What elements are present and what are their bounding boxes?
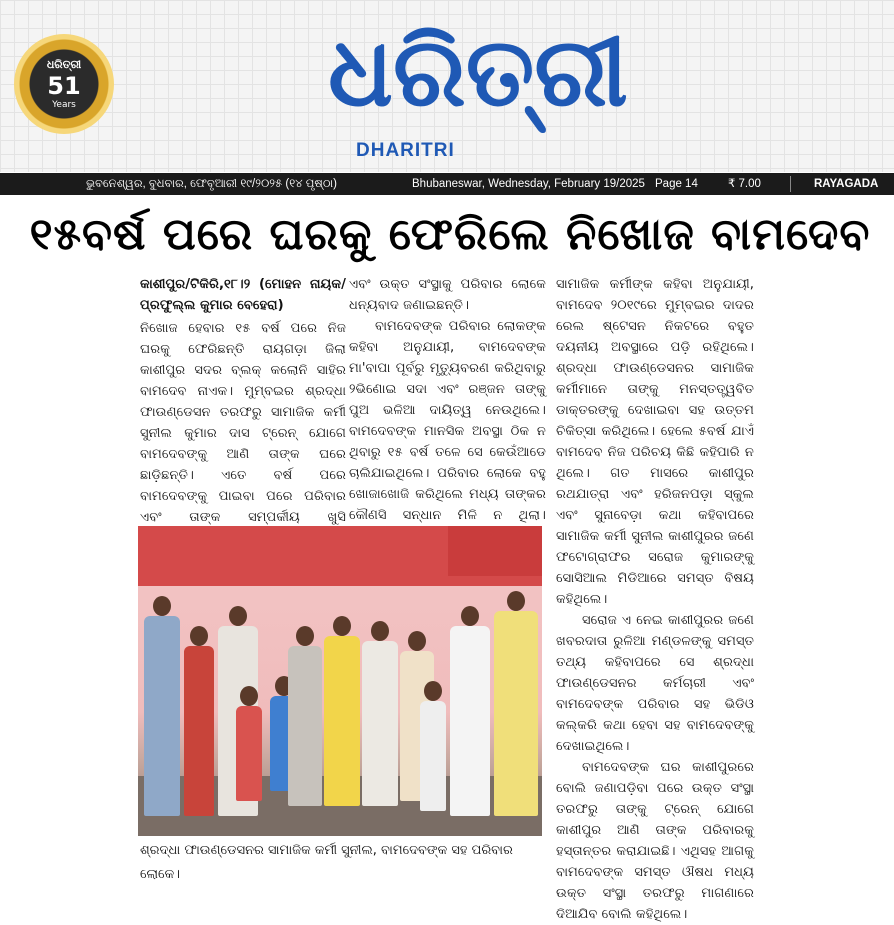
byline: କାଶୀପୁର/ଟିକିରି,୧୮।୨ (ମୋହନ ନାୟକ/ପ୍ରଫୁଲ୍ଲ କୁମାର ବେହେରା) <box>140 277 346 313</box>
anniversary-badge <box>14 34 114 134</box>
child <box>420 701 446 811</box>
badge-years: Years <box>52 100 76 110</box>
odia-date: ଭୁବନେଶ୍ୱର, ବୁଧବାର, ଫେବୃଆରୀ ୧୯/୨୦୨୫ (୧୪ ପୃଷ୍ଠା) <box>86 178 337 190</box>
person-head <box>229 606 247 626</box>
price: ₹ 7.00 <box>728 178 761 190</box>
person <box>324 636 360 806</box>
badge-brand: ଧରିତ୍ରୀ <box>46 58 82 71</box>
person-head <box>424 681 442 701</box>
person-head <box>408 631 426 651</box>
badge-number: 51 <box>47 72 81 100</box>
logo-english: DHARITRI <box>356 140 455 161</box>
news-photo <box>138 526 542 836</box>
person-head <box>333 616 351 636</box>
paragraph: ନିଖୋଜ ହେବାର ୧୫ ବର୍ଷ ପରେ ନିଜ ଘରକୁ ଫେରିଛନ୍ତି ରାୟଗଡ଼ା ଜିଲା କାଶୀପୁର ସଦର ବ୍ଲକ୍ କଲୋନି ସାହିର ବାମଦେବ ନାଏକ। ମୁମ୍ବଇର ଶ୍ରଦ୍ଧା ଫାଉଣ୍ଡେସନ ତରଫରୁ ସାମାଜିକ କର୍ମୀ ସୁନୀଲ କୁମାର ଦାସ ଟ୍ରେନ୍ ଯୋଗେ ବାମଦେବଙ୍କୁ ଆଣି ତାଙ୍କ ଘରେ ଛାଡ଼ିଛନ୍ତି। ଏତେ ବର୍ଷ ପରେ ବାମଦେବଙ୍କୁ ପାଇବା ପରେ ପରିବାର ଏବଂ ତାଙ୍କ ସମ୍ପର୍କୀୟ ଖୁସି <box>140 321 346 525</box>
paragraph: ସାମାଜିକ କର୍ମୀଙ୍କ କହିବା ଅନୁଯାୟୀ, ବାମଦେବ ୨୦୧୯ରେ ମୁମ୍ବଇର ଦାଦର ରେଲ ଷ୍ଟେସନ ନିକଟରେ ବହୁତ ଦୟନୀୟ ଅବସ୍ଥାରେ ପଡ଼ି ରହିଥିଲେ। ଶ୍ରଦ୍ଧା ଫାଉଣ୍ଡେସନର ସାମାଜିକ କର୍ମୀମାନେ ତାଙ୍କୁ ମନସ୍ତତ୍ତ୍ୱବିତ ଡାକ୍ତରଙ୍କୁ ଦେଖାଇବା ସହ ଉତ୍ତମ ଚିକିତ୍ସା କରିଥିଲେ। ହେଲେ ୫ବର୍ଷ ଯାଏଁ ବାମଦେବ ନିଜ ପରିଚୟ କିଛି କହିପାରି ନ ଥିଲେ। ଗତ ମାସରେ କାଶୀପୁର ରଥଯାତ୍ରା ଏବଂ ହରିଜନପଡ଼ା ସ୍କୁଲ ଏବଂ ସୁନାବେଡ଼ା କଥା କହିବାପରେ ସାମାଜିକ କର୍ମୀ ସୁନୀଲ କାଶୀପୁରର ଜଣେ ଫଟୋଗ୍ରାଫର ସରୋଜ କୁମାରଙ୍କୁ ସୋସିଆଲ ମିଡିଆରେ ସମସ୍ତ ବିଷୟ କହିଥିଲେ। <box>556 277 754 607</box>
person-head <box>371 621 389 641</box>
person-head <box>461 606 479 626</box>
person <box>288 646 322 806</box>
paragraph: ସରୋଜ ଏ ନେଇ କାଶୀପୁରର ଜଣେ ଖବରଦାତା ରୁଳିଆ ମଣ୍ଡଳଙ୍କୁ ସମସ୍ତ ତଥ୍ୟ କହିବାପରେ ସେ ଶ୍ରଦ୍ଧା ଫାଉଣ୍ଡେସନର କର୍ମଚାରୀ ଏବଂ ବାମଦେବଙ୍କ ପରିବାର ସହ ଭିଡିଓ କଲ୍‌କରି କଥା ହେବା ସହ ବାମଦେବଙ୍କୁ ଦେଖାଇଥିଲେ। <box>556 613 754 754</box>
person <box>144 616 180 816</box>
photo-ceiling-right <box>448 526 542 576</box>
paragraph: ଏବଂ ଉକ୍ତ ସଂସ୍ଥାକୁ ପରିବାର ଲୋକେ ଧନ୍ୟବାଦ ଜଣାଇଛନ୍ତି। <box>349 277 546 313</box>
person-head <box>240 686 258 706</box>
article-column-2 <box>349 274 546 547</box>
article-column-3 <box>556 274 754 925</box>
logo-odia: ଧରିତ୍ରୀ <box>328 16 628 128</box>
person <box>362 641 398 806</box>
page-number: Page 14 <box>655 178 698 190</box>
person-head <box>507 591 525 611</box>
person <box>184 646 214 816</box>
person-head <box>296 626 314 646</box>
photo-caption: ଶ୍ରଦ୍ଧା ଫାଉଣ୍ଡେସନର ସାମାଜିକ କର୍ମୀ ସୁନୀଲ, ବାମଦେବଙ୍କ ସହ ପରିବାର ଲୋକେ। <box>140 843 513 882</box>
headline: ୧୫ବର୍ଷ ପରେ ଘରକୁ ଫେରିଲେ ନିଖୋଜ ବାମଦେବ <box>29 209 871 260</box>
person-head <box>190 626 208 646</box>
person-head <box>153 596 171 616</box>
child <box>236 706 262 801</box>
person <box>494 611 538 816</box>
paragraph: ବାମଦେବଙ୍କ ଘର କାଶୀପୁରରେ ବୋଲି ଜଣାପଡ଼ିବା ପରେ ଉକ୍ତ ସଂସ୍ଥା ତରଫରୁ ତାଙ୍କୁ ଟ୍ରେନ୍ ଯୋଗେ କାଶୀପୁର ଆଣି ତାଙ୍କ ପରିବାରକୁ ହସ୍ତାନ୍ତର କରାଯାଇଛି। ଏଥିସହ ଆଗକୁ ବାମଦେବଙ୍କ ସମସ୍ତ ଔଷଧ ମଧ୍ୟ ଉକ୍ତ ସଂସ୍ଥା ତରଫରୁ ମାଗଣାରେ ଦିଆଯିବ ବୋଲି କହିଥିଲେ। <box>556 760 754 922</box>
person <box>450 626 490 816</box>
paragraph: ବାମଦେବଙ୍କ ପରିବାର ଲୋକଙ୍କ କହିବା ଅନୁଯାୟୀ, ବାମଦେବଙ୍କ ମା'ବାପା ପୂର୍ବରୁ ମୃତ୍ୟୁବରଣ କରିଥିବାରୁ ୨ଭିଣୋଇ ସଦା ଏବଂ ରଞ୍ଜନ ତାଙ୍କୁ ପୁଅ ଭଳିଆ ଦାୟିତ୍ୱ ନେଉଥିଲେ। ବାମଦେବଙ୍କ ମାନସିକ ଅବସ୍ଥା ଠିକ ନ ଥିବାରୁ ୧୫ ବର୍ଷ ତଳେ ସେ କେଉଁଆଡେ ଚାଲିଯାଇଥିଲେ। ପରିବାର ଲୋକେ ବହୁ ଖୋଜାଖୋଜି କରିଥିଲେ ମଧ୍ୟ ତାଙ୍କର କୌଣସି ସନ୍ଧାନ ମିଳି ନ ଥିଲା। <box>349 319 546 523</box>
masthead <box>0 0 894 172</box>
edition-name: RAYAGADA <box>814 178 879 190</box>
divider <box>790 176 791 192</box>
date-bar <box>0 173 894 195</box>
english-date: Bhubaneswar, Wednesday, February 19/2025 <box>412 178 645 190</box>
